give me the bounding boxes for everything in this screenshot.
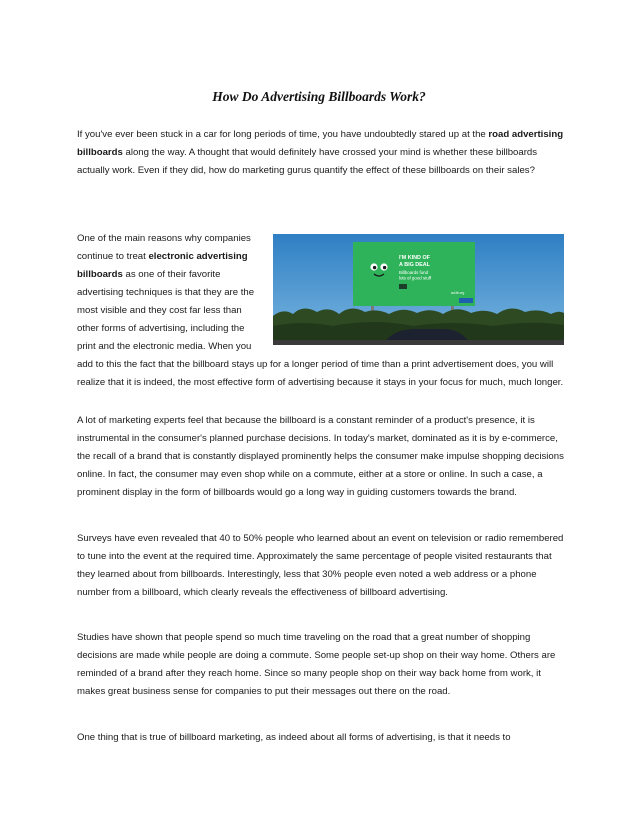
paragraph-intro	[77, 126, 569, 180]
paragraph-closing: One thing that is true of billboard marketing, as indeed about all forms of advertising, is that it needs to	[77, 732, 511, 743]
wrapped-text	[77, 230, 263, 356]
paragraph-text: as one of their favorite advertising techniques is that they are the most visible and they cost far less than other forms of advertising, including the print and the electronic media. When you	[77, 269, 255, 352]
billboard-body-2: lots of good stuff	[399, 275, 432, 281]
document-title: How Do Advertising Billboards Work?	[212, 89, 426, 104]
billboard-headline-1: I'M KIND OF	[399, 255, 430, 261]
billboard-illustration	[273, 234, 564, 345]
paragraph-text: along the way. A thought that would definitely have crossed your mind is whether these billboards actually work. Even if they did, how do marketing gurus quantify the effect of these billboards on their sales?	[77, 147, 538, 176]
paragraph-text: If you've ever been stuck in a car for long periods of time, you have undoubtedly stared up at the	[77, 129, 489, 140]
bold-phrase: road advertising billboards	[77, 129, 564, 158]
paragraph-marketing-experts: A lot of marketing experts feel that because the billboard is a constant reminder of a product's presence, it is instrumental in the consumer's planned purchase decisions. In today's market, dominated as it is by e-commerce, the recall of a brand that is constantly displayed prominently helps the consumer make impulse shopping decisions online. In fact, the consumer may even shop while on a commute, either at a store or online. In such a case, a prominent display in the form of billboards would go a long way in guiding customers towards the brand.	[77, 415, 564, 498]
billboard-photo	[273, 234, 564, 345]
paragraph-text: One of the main reasons why companies continue to treat	[77, 233, 251, 262]
paragraph-surveys: Surveys have even revealed that 40 to 50% people who learned about an event on television or radio remembered to tune into the event at the required time. Approximately the same percentage of people visited restaurants that they learned about from billboards. Interestingly, less that 30% people even noted a web address or a phone number from a billboard, which clearly reveals the effectiveness of billboard advertising.	[77, 533, 564, 598]
billboard-body-1: Billboards fund	[399, 270, 429, 275]
paragraph-studies: Studies have shown that people spend so much time traveling on the road that a great number of shopping decisions are made while people are doing a commute. Some people set-up shop on their way home. Others are reminded of a brand after they reach home. Since so many people shop on their way back home from work, it makes great business sense for companies to put their messages out there on the road.	[77, 632, 556, 697]
paragraph-text: add to this the fact that the billboard stays up for a longer period of time than a print advertisement does, you will realize that it is indeed, the most effective form of advertising because it stays in your focus for much, much longer.	[77, 359, 564, 388]
billboard-url: ad-lib.org	[451, 291, 465, 295]
bold-phrase: electronic advertising billboards	[77, 251, 248, 280]
billboard-headline-2: A BIG DEAL	[399, 262, 430, 268]
